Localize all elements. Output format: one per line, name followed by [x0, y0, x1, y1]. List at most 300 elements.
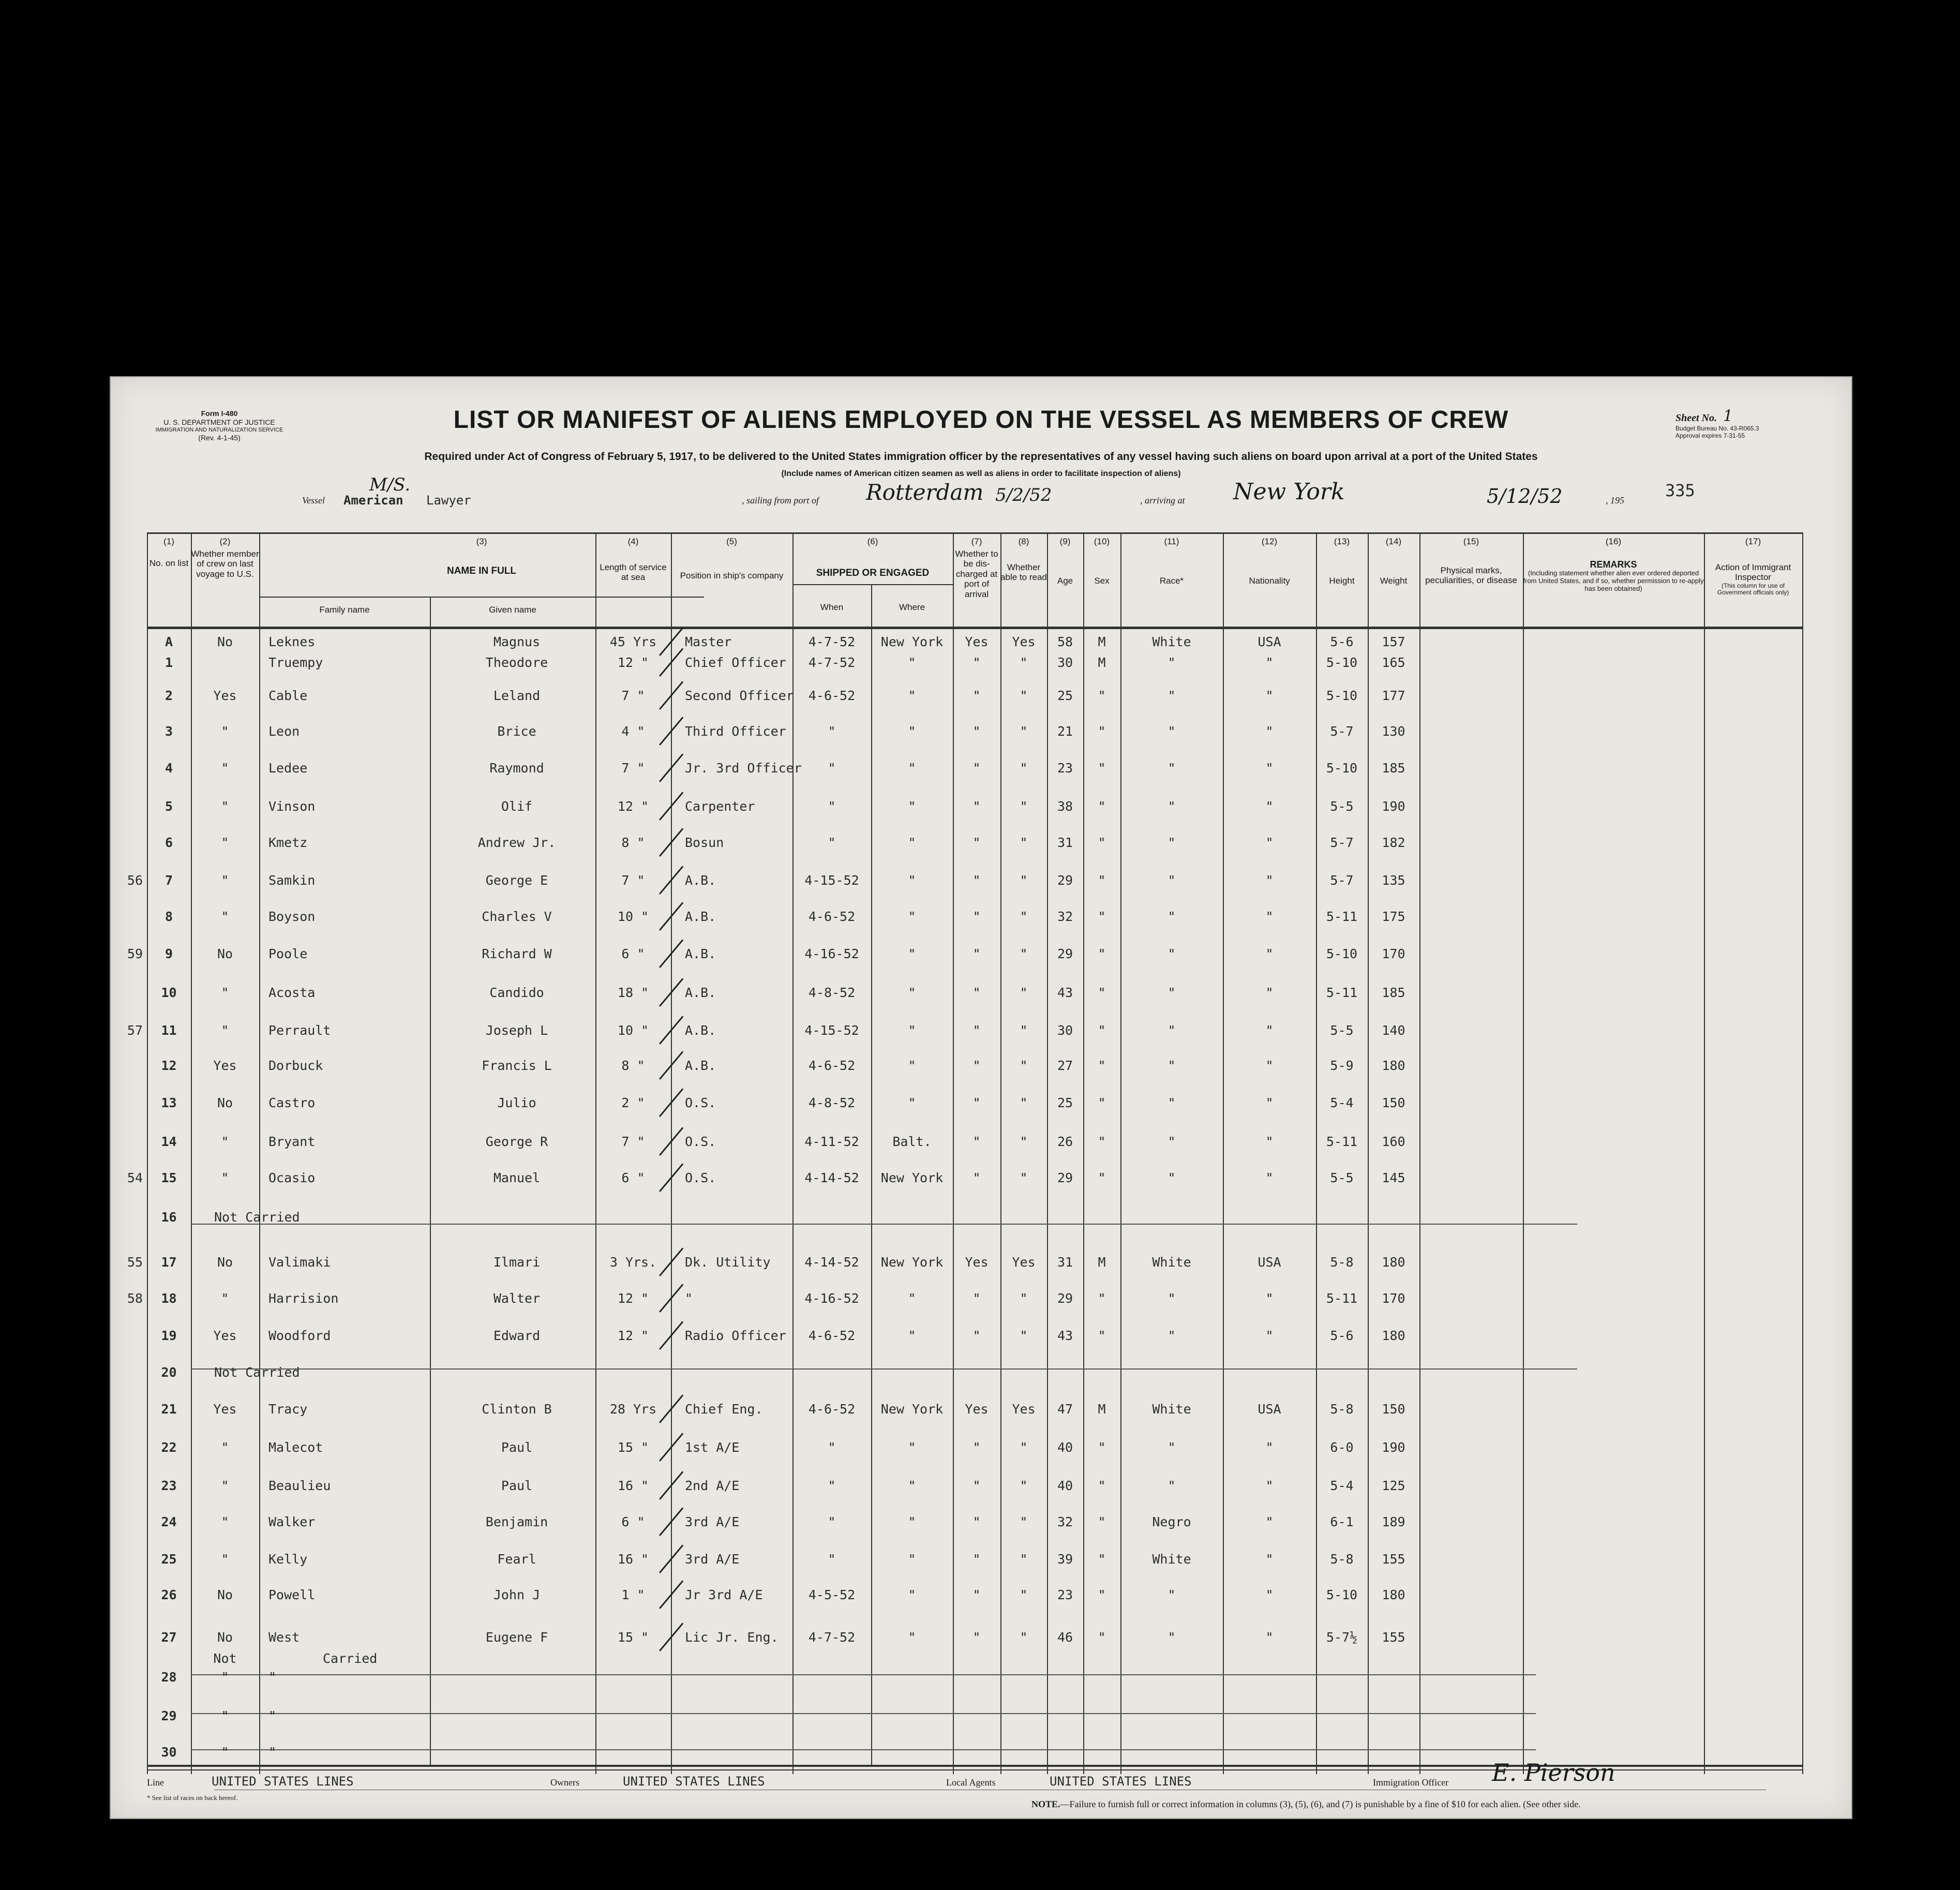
cell-read: ": [1020, 909, 1028, 924]
races-note: * See list of races on back hereof.: [147, 1794, 238, 1802]
cell-when: 4-8-52: [808, 1095, 856, 1110]
col-1-header: (1) No. on list: [149, 537, 189, 568]
margin-number: 55: [127, 1255, 143, 1270]
cell-height: 5-7: [1330, 835, 1354, 850]
cell-given: George R: [485, 1134, 548, 1149]
cell-height: 5-4: [1330, 1095, 1354, 1110]
cell-age: 40: [1057, 1440, 1073, 1455]
agents-label: Local Agents: [946, 1777, 996, 1788]
cell-sex: ": [1098, 835, 1106, 850]
sheet-number-block: [1675, 407, 1733, 425]
cell-prev: ": [221, 799, 229, 814]
cell-family: Vinson: [268, 799, 316, 814]
cell-service: 12 ": [617, 799, 649, 814]
cell-when: 4-16-52: [804, 946, 859, 961]
cell-sex: ": [1098, 1058, 1106, 1073]
cell-when: ": [828, 835, 836, 850]
cell-read: ": [1020, 873, 1028, 888]
cell-family: Malecot: [268, 1440, 323, 1455]
cell-discharged: ": [972, 761, 981, 776]
cell-service: 7 ": [621, 1134, 645, 1149]
cell-when: 4-14-52: [804, 1255, 859, 1270]
cell-read: ": [1020, 1058, 1028, 1073]
cell-family: Ledee: [268, 761, 308, 776]
cell-where: New York: [880, 1402, 944, 1417]
cell-where: ": [908, 1514, 916, 1529]
margin-number: 54: [127, 1170, 143, 1185]
cell-when: 4-8-52: [808, 985, 856, 1000]
cell-no: 20: [161, 1365, 177, 1380]
cell-weight: 155: [1382, 1552, 1405, 1567]
cell-read: ": [1020, 1134, 1028, 1149]
cell-nationality: USA: [1258, 634, 1281, 649]
cell-position: Dk. Utility: [685, 1255, 771, 1270]
cell-age: 29: [1057, 873, 1073, 888]
cell-height: 5-7: [1330, 873, 1354, 888]
cell-when: 4-6-52: [808, 1402, 856, 1417]
cell-height: 5-9: [1330, 1058, 1354, 1073]
cell-nationality: ": [1265, 985, 1274, 1000]
cell-position: O.S.: [685, 1170, 716, 1185]
cell-where: ": [908, 1095, 916, 1110]
cell-height: 5-5: [1330, 1170, 1354, 1185]
row-27-carried: Carried: [323, 1651, 378, 1666]
cell-read: Yes: [1012, 1402, 1036, 1417]
owners-value: UNITED STATES LINES: [623, 1774, 765, 1789]
cell-when: 4-7-52: [808, 655, 856, 670]
cell-weight: 157: [1382, 634, 1405, 649]
cell-sex: ": [1098, 1170, 1106, 1185]
cell-sex: ": [1098, 1023, 1106, 1038]
cell-service: 7 ": [621, 688, 645, 703]
cell-prev: ": [221, 1670, 229, 1685]
cell-sex: ": [1098, 1478, 1106, 1493]
cell-read: ": [1020, 946, 1028, 961]
cell-sex: ": [1098, 1440, 1106, 1455]
cell-position: A.B.: [685, 946, 716, 961]
cell-when: 4-6-52: [808, 688, 856, 703]
vessel-name-first: American: [343, 493, 403, 508]
cell-height: 5-6: [1330, 1328, 1354, 1343]
cell-when: 4-7-52: [808, 634, 856, 649]
arriving-date: 5/12/52: [1487, 485, 1563, 508]
col-7-header: (7) Whether to be dis-charged at port of arrival: [955, 537, 998, 599]
cell-nationality: ": [1265, 724, 1274, 739]
cell-service: 16 ": [617, 1478, 649, 1493]
cell-no: 19: [161, 1328, 177, 1343]
cell-age: 43: [1057, 985, 1073, 1000]
cell-age: 25: [1057, 1095, 1073, 1110]
cell-race: White: [1152, 634, 1191, 649]
cell-height: 5-11: [1326, 985, 1358, 1000]
footer-line: [147, 1759, 1802, 1795]
cell-read: ": [1020, 1095, 1028, 1110]
cell-sex: ": [1098, 873, 1106, 888]
cell-discharged: ": [972, 1291, 981, 1306]
cell-no: 12: [161, 1058, 177, 1073]
cell-prev: Not Carried: [214, 1365, 300, 1380]
cell-race: ": [1168, 909, 1176, 924]
cell-family: Woodford: [268, 1328, 331, 1343]
cell-where: ": [908, 1587, 916, 1602]
cell-nationality: ": [1265, 873, 1274, 888]
cell-family: Perrault: [268, 1023, 331, 1038]
cell-no: 28: [161, 1670, 177, 1685]
cell-when: 4-15-52: [804, 873, 859, 888]
cell-nationality: ": [1265, 799, 1274, 814]
cell-race: ": [1168, 1478, 1176, 1493]
cell-position: A.B.: [685, 873, 716, 888]
cell-position: Jr. 3rd Officer: [685, 761, 802, 776]
cell-prev: No: [217, 1587, 233, 1602]
cell-family: Leknes: [268, 634, 316, 649]
cell-family: Bryant: [268, 1134, 316, 1149]
cell-weight: 160: [1382, 1134, 1405, 1149]
col-6-header: (6) SHIPPED OR ENGAGED: [816, 537, 930, 578]
cell-where: ": [908, 761, 916, 776]
cell-weight: 155: [1382, 1630, 1405, 1645]
cell-service: 18 ": [617, 985, 649, 1000]
cell-prev: No: [217, 1255, 233, 1270]
cell-prev: ": [221, 1745, 229, 1760]
cell-age: 58: [1057, 634, 1073, 649]
cell-where: ": [908, 688, 916, 703]
cell-read: ": [1020, 1328, 1028, 1343]
cell-prev: ": [221, 1134, 229, 1149]
cell-age: 26: [1057, 1134, 1073, 1149]
row-27-not: Not: [213, 1651, 237, 1666]
cell-age: 47: [1057, 1402, 1073, 1417]
cell-read: ": [1020, 985, 1028, 1000]
cell-age: 40: [1057, 1478, 1073, 1493]
cell-when: ": [828, 1440, 836, 1455]
cell-service: 16 ": [617, 1552, 649, 1567]
cell-discharged: ": [972, 1170, 981, 1185]
cell-height: 5-8: [1330, 1552, 1354, 1567]
cell-no: 21: [161, 1402, 177, 1417]
cell-prev: Yes: [213, 688, 237, 703]
cell-race: ": [1168, 1170, 1176, 1185]
cell-family: Leon: [268, 724, 300, 739]
margin-number: 58: [127, 1291, 143, 1306]
cell-family: Truempy: [268, 655, 323, 670]
cell-sex: ": [1098, 1291, 1106, 1306]
cell-service: 3 Yrs.: [609, 1255, 657, 1270]
cell-family: Dorbuck: [268, 1058, 323, 1073]
form-number: Form I-480: [201, 409, 238, 418]
cell-service: 6 ": [621, 946, 645, 961]
cell-sex: ": [1098, 799, 1106, 814]
required-statement: Required under Act of Congress of February 5, 1917, to be delivered to the United States immigration officer by the representatives of any vessel having such aliens on board upon arrival at a port of the United States: [424, 451, 1538, 463]
line-label: Line: [147, 1777, 164, 1788]
cell-discharged: ": [972, 985, 981, 1000]
cell-family: Powell: [268, 1587, 316, 1602]
note-label: NOTE.: [1031, 1799, 1060, 1809]
cell-no: 7: [164, 873, 173, 888]
cell-where: ": [908, 1478, 916, 1493]
cell-age: 43: [1057, 1328, 1073, 1343]
cell-nationality: ": [1265, 1552, 1274, 1567]
cell-weight: 170: [1382, 1291, 1405, 1306]
cell-position: 2nd A/E: [685, 1478, 740, 1493]
cell-position: A.B.: [685, 985, 716, 1000]
cell-height: 5-8: [1330, 1402, 1354, 1417]
cell-given: Andrew Jr.: [477, 835, 556, 850]
col-8-header: (8) Whether able to read: [1000, 537, 1047, 583]
cell-nationality: ": [1265, 1630, 1274, 1645]
cell-sex: ": [1098, 1134, 1106, 1149]
cell-nationality: ": [1265, 655, 1274, 670]
cell-service: 4 ": [621, 724, 645, 739]
cell-race: ": [1168, 1630, 1176, 1645]
cell-age: 32: [1057, 1514, 1073, 1529]
cell-weight: 150: [1382, 1402, 1405, 1417]
cell-given: John J: [493, 1587, 541, 1602]
cell-weight: 185: [1382, 761, 1405, 776]
shipped-subheader-line: [792, 584, 953, 585]
cell-family: Acosta: [268, 985, 316, 1000]
cell-read: ": [1020, 1552, 1028, 1567]
note-text: —Failure to furnish full or correct information in columns (3), (5), (6), and (7) is punishable by a fine of $10 for each alien. (See other side.: [1060, 1799, 1581, 1809]
cell-race: ": [1168, 1023, 1176, 1038]
cell-height: 5-6: [1330, 634, 1354, 649]
vessel-prefix: M/S.: [369, 474, 411, 495]
cell-nationality: ": [1265, 835, 1274, 850]
cell-nationality: USA: [1258, 1255, 1281, 1270]
cell-where: ": [908, 1552, 916, 1567]
cell-no: 6: [164, 835, 173, 850]
cell-weight: 189: [1382, 1514, 1405, 1529]
cell-weight: 150: [1382, 1095, 1405, 1110]
cell-when: 4-5-52: [808, 1587, 856, 1602]
cell-discharged: ": [972, 1514, 981, 1529]
cell-nationality: ": [1265, 1170, 1274, 1185]
name-subheader-line: [259, 597, 704, 598]
col-11-header: (11) Race*: [1159, 537, 1184, 586]
cell-weight: 190: [1382, 1440, 1405, 1455]
cell-service: 12 ": [617, 1328, 649, 1343]
cell-discharged: Yes: [965, 1255, 989, 1270]
cell-age: 31: [1057, 835, 1073, 850]
cell-family: Kelly: [268, 1552, 308, 1567]
cell-given: Paul: [501, 1440, 533, 1455]
cell-weight: 130: [1382, 724, 1405, 739]
cell-height: 5-11: [1326, 1134, 1358, 1149]
line-value: UNITED STATES LINES: [212, 1774, 354, 1789]
where-header: Where: [899, 602, 925, 612]
cell-nationality: ": [1265, 1440, 1274, 1455]
cell-prev: Yes: [213, 1328, 237, 1343]
sailing-label: , sailing from port of: [742, 495, 819, 505]
col-4-header: (4) Length of service at sea: [600, 537, 667, 583]
cell-prev: ": [221, 1170, 229, 1185]
cell-age: 25: [1057, 688, 1073, 703]
cell-no: 10: [161, 985, 177, 1000]
cell-prev: ": [221, 1514, 229, 1529]
cell-read: Yes: [1012, 1255, 1036, 1270]
cell-sex: M: [1098, 655, 1106, 670]
budget-info: [1675, 425, 1759, 440]
cell-where: ": [908, 835, 916, 850]
cell-race: ": [1168, 724, 1176, 739]
cell-prev: No: [217, 946, 233, 961]
cell-weight: 180: [1382, 1328, 1405, 1343]
cell-nationality: ": [1265, 1058, 1274, 1073]
cell-sex: ": [1098, 1328, 1106, 1343]
cell-discharged: ": [972, 1134, 981, 1149]
cell-age: 46: [1057, 1630, 1073, 1645]
cell-position: O.S.: [685, 1134, 716, 1149]
cell-prev: ": [221, 1440, 229, 1455]
cell-position: A.B.: [685, 909, 716, 924]
cell-where: ": [908, 1328, 916, 1343]
cell-height: 5-10: [1326, 946, 1358, 961]
cell-read: ": [1020, 724, 1028, 739]
col-12-header: (12) Nationality: [1249, 537, 1290, 586]
cell-height: 5-10: [1326, 1587, 1358, 1602]
cell-nationality: ": [1265, 688, 1274, 703]
cell-position: Jr 3rd A/E: [685, 1587, 763, 1602]
cell-given: Joseph L: [485, 1023, 548, 1038]
cell-nationality: ": [1265, 1095, 1274, 1110]
manifest-title: LIST OR MANIFEST OF ALIENS EMPLOYED ON THE VESSEL AS MEMBERS OF CREW: [453, 406, 1509, 434]
cell-discharged: ": [972, 946, 981, 961]
cell-discharged: ": [972, 1587, 981, 1602]
cell-when: ": [828, 799, 836, 814]
cell-service: 7 ": [621, 873, 645, 888]
cell-family: ": [268, 1670, 277, 1685]
cell-position: Master: [685, 634, 732, 649]
cell-service: 1 ": [621, 1587, 645, 1602]
cell-read: ": [1020, 1440, 1028, 1455]
cell-given: Theodore: [485, 655, 548, 670]
sailing-port: Rotterdam: [866, 480, 984, 505]
cell-position: A.B.: [685, 1058, 716, 1073]
cell-no: 30: [161, 1745, 177, 1760]
cell-height: 5-11: [1326, 1291, 1358, 1306]
cell-sex: ": [1098, 909, 1106, 924]
cell-prev: ": [221, 1552, 229, 1567]
cell-discharged: ": [972, 688, 981, 703]
cell-given: Brice: [497, 724, 536, 739]
cell-height: 5-10: [1326, 655, 1358, 670]
cell-when: 4-7-52: [808, 1630, 856, 1645]
cell-no: 22: [161, 1440, 177, 1455]
cell-no: 2: [164, 688, 173, 703]
col-13-header: (13) Height: [1329, 537, 1355, 586]
cell-height: 5-5: [1330, 799, 1354, 814]
not-carried-strike-20: [191, 1368, 1577, 1370]
cell-given: Olif: [501, 799, 533, 814]
cell-given: George E: [485, 873, 548, 888]
cell-when: ": [828, 1478, 836, 1493]
cell-no: 4: [164, 761, 173, 776]
cell-read: ": [1020, 655, 1028, 670]
cell-discharged: ": [972, 1023, 981, 1038]
cell-prev: Yes: [213, 1058, 237, 1073]
cell-sex: ": [1098, 1514, 1106, 1529]
cell-where: ": [908, 873, 916, 888]
cell-read: ": [1020, 1023, 1028, 1038]
cell-given: Magnus: [493, 634, 541, 649]
cell-family: Tracy: [268, 1402, 308, 1417]
cell-where: ": [908, 724, 916, 739]
cell-no: A: [164, 634, 173, 649]
cell-weight: 140: [1382, 1023, 1405, 1038]
cell-race: ": [1168, 1058, 1176, 1073]
page-number: 335: [1665, 481, 1695, 500]
cell-where: ": [908, 655, 916, 670]
cell-discharged: ": [972, 724, 981, 739]
cell-read: ": [1020, 1514, 1028, 1529]
cell-family: Harrision: [268, 1291, 339, 1306]
cell-given: Ilmari: [493, 1255, 541, 1270]
cell-no: 15: [161, 1170, 177, 1185]
officer-signature: E. Pierson: [1492, 1759, 1615, 1787]
cell-no: 26: [161, 1587, 177, 1602]
cell-position: 1st A/E: [685, 1440, 740, 1455]
cell-no: 9: [164, 946, 173, 961]
cell-no: 5: [164, 799, 173, 814]
col-10-header: (10) Sex: [1094, 537, 1110, 586]
cell-no: 14: [161, 1134, 177, 1149]
cell-when: ": [828, 724, 836, 739]
cell-service: 15 ": [617, 1630, 649, 1645]
cell-when: 4-6-52: [808, 1328, 856, 1343]
cell-prev: ": [221, 985, 229, 1000]
cell-where: New York: [880, 1170, 944, 1185]
cell-read: ": [1020, 688, 1028, 703]
cell-service: 12 ": [617, 655, 649, 670]
cell-nationality: ": [1265, 909, 1274, 924]
cell-position: Second Officer: [685, 688, 794, 703]
cell-nationality: ": [1265, 1478, 1274, 1493]
cell-prev: ": [221, 761, 229, 776]
cell-weight: 180: [1382, 1058, 1405, 1073]
cell-prev: ": [221, 1291, 229, 1306]
year-suffix: , 195: [1606, 495, 1624, 505]
cell-no: 13: [161, 1095, 177, 1110]
cell-family: Ocasio: [268, 1170, 316, 1185]
cell-sex: ": [1098, 946, 1106, 961]
cell-prev: ": [221, 1023, 229, 1038]
cell-race: ": [1168, 835, 1176, 850]
cell-given: Francis L: [482, 1058, 552, 1073]
cell-position: Radio Officer: [685, 1328, 786, 1343]
cell-read: ": [1020, 1478, 1028, 1493]
cell-weight: 185: [1382, 985, 1405, 1000]
cell-position: Chief Officer: [685, 655, 786, 670]
cell-service: 6 ": [621, 1170, 645, 1185]
cell-position: 3rd A/E: [685, 1514, 740, 1529]
cell-race: ": [1168, 1328, 1176, 1343]
cell-read: ": [1020, 761, 1028, 776]
cell-race: ": [1168, 1095, 1176, 1110]
cell-no: 18: [161, 1291, 177, 1306]
cell-discharged: ": [972, 1630, 981, 1645]
cell-height: 5-4: [1330, 1478, 1354, 1493]
cell-discharged: ": [972, 1328, 981, 1343]
cell-given: Charles V: [482, 909, 552, 924]
cell-service: 8 ": [621, 1058, 645, 1073]
cell-service: 8 ": [621, 835, 645, 850]
cell-service: 10 ": [617, 909, 649, 924]
cell-age: 23: [1057, 761, 1073, 776]
cell-age: 29: [1057, 946, 1073, 961]
cell-position: Third Officer: [685, 724, 786, 739]
family-name-header: Family name: [319, 605, 370, 615]
cell-weight: 165: [1382, 655, 1405, 670]
